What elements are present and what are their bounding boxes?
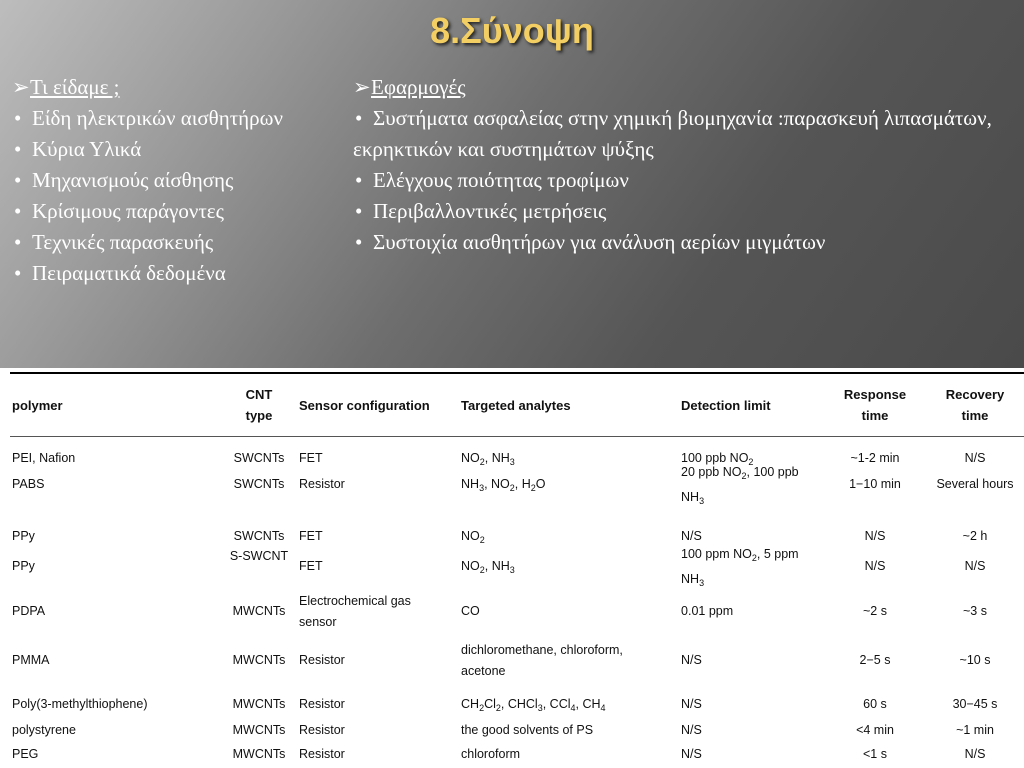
table-cell-cnt: SWCNTs — [233, 477, 285, 491]
left-list-item: • Τεχνικές παρασκευής — [12, 227, 347, 258]
table-cell-analytes: the good solvents of PS — [461, 723, 594, 737]
table-cell-recovery: ~10 s — [959, 653, 991, 667]
bullet-icon: • — [14, 230, 22, 254]
table-cell-detection: 100 ppm $NO_2$, 5 ppm $NH_3$ — [681, 547, 799, 588]
table-cell-sensor: Resistor — [299, 477, 345, 491]
table-cell-detection: 0.01 ppm — [681, 604, 734, 618]
table-cell-polymer: PABS — [12, 477, 45, 491]
table-cell-response: ~2 s — [863, 604, 887, 618]
right-list-item: • Συστήματα ασφαλείας στην χημική βιομηχανία :παρασκευή λιπασμάτων, εκρηκτικών και συστημάτων ψύξης — [353, 103, 1013, 165]
table-cell-detection: 20 ppb $NO_2$, 100 ppb $NH_3$ — [681, 465, 799, 506]
table-cell-recovery: N/S — [964, 559, 986, 573]
bullet-icon: • — [355, 106, 363, 130]
header-detection-limit: Detection limit — [681, 398, 771, 413]
table-cell-cnt: MWCNTs — [232, 747, 286, 761]
table-cell-analytes: CO — [461, 604, 480, 618]
table-cell-detection: 100 ppb $NO_2$ — [681, 451, 754, 467]
left-list-item: • Κύρια Υλικά — [12, 134, 347, 165]
left-list-item: • Κρίσιμους παράγοντες — [12, 196, 347, 227]
arrow-bullet-icon: ➢ — [12, 75, 30, 99]
header-response-time: Response time — [843, 387, 907, 423]
table-cell-recovery: N/S — [964, 747, 986, 761]
left-heading: ➢Τι είδαμε ; — [12, 72, 347, 103]
bullet-icon: • — [14, 106, 22, 130]
bullet-icon: • — [355, 199, 363, 223]
table-cell-recovery: ~2 h — [962, 529, 988, 543]
table-cell-polymer: polystyrene — [12, 723, 76, 737]
table-cell-polymer: PEI, Nafion — [12, 451, 76, 465]
table-cell-polymer: Poly(3-methylthiophene) — [12, 697, 148, 711]
arrow-bullet-icon: ➢ — [353, 75, 371, 99]
table-cell-detection: N/S — [681, 653, 702, 667]
right-list-item: • Ελέγχους ποιότητας τροφίμων — [353, 165, 1013, 196]
slide-title: 8.Σύνοψη — [430, 10, 594, 51]
bullet-icon: • — [14, 199, 22, 223]
table-cell-polymer: PDPA — [12, 604, 46, 618]
table-cell-cnt: MWCNTs — [232, 604, 286, 618]
bullet-icon: • — [14, 137, 22, 161]
table-cell-cnt: SWCNTs — [233, 529, 285, 543]
table-cell-cnt: MWCNTs — [232, 723, 286, 737]
table-cell-recovery: N/S — [964, 451, 986, 465]
sensor-table — [10, 370, 1024, 768]
table-cell-analytes: $NO_2$ — [461, 529, 485, 545]
header-polymer: polymer — [12, 398, 63, 413]
table-cell-response: 60 s — [863, 697, 887, 711]
table-header-rule — [10, 436, 1024, 437]
table-cell-detection: N/S — [681, 723, 702, 737]
left-column — [12, 72, 347, 289]
table-cell-sensor: Resistor — [299, 653, 345, 667]
bullet-icon: • — [14, 261, 22, 285]
header-sensor-configuration: Sensor configuration — [299, 398, 430, 413]
table-cell-sensor: FET — [299, 559, 323, 573]
table-cell-sensor: Electrochemical gas sensor — [299, 594, 411, 629]
right-heading: ➢Εφαρμογές — [353, 72, 1013, 103]
table-cell-cnt: MWCNTs — [232, 697, 286, 711]
table-cell-response: <4 min — [856, 723, 894, 737]
table-cell-response: 1−10 min — [849, 477, 901, 491]
table-cell-response: N/S — [864, 559, 886, 573]
table-cell-sensor: Resistor — [299, 747, 345, 761]
right-list-item: • Συστοιχία αισθητήρων για ανάλυση αερίων μιγμάτων — [353, 227, 1013, 258]
table-cell-cnt: SWCNTs — [233, 451, 285, 465]
left-list-item: • Πειραματικά δεδομένα — [12, 258, 347, 289]
table-cell-detection: N/S — [681, 697, 702, 711]
right-column — [353, 72, 1013, 258]
table-cell-recovery: ~1 min — [956, 723, 994, 737]
table-cell-response: 2−5 s — [859, 653, 891, 667]
table-cell-detection: N/S — [681, 747, 702, 761]
table-cell-analytes: $NH_3$, $NO_2$, $H_2O$ — [461, 477, 546, 493]
table-cell-recovery: Several hours — [936, 477, 1014, 491]
left-list-item: • Είδη ηλεκτρικών αισθητήρων — [12, 103, 347, 134]
table-cell-polymer: PPy — [12, 559, 35, 573]
table-cell-polymer: PPy — [12, 529, 35, 543]
bullet-icon: • — [14, 168, 22, 192]
header-targeted-analytes: Targeted analytes — [461, 398, 571, 413]
bullet-icon: • — [355, 168, 363, 192]
table-cell-analytes: $NO_2$, $NH_3$ — [461, 559, 515, 575]
table-cell-polymer: PMMA — [12, 653, 50, 667]
table-cell-sensor: FET — [299, 451, 323, 465]
table-cell-response: N/S — [864, 529, 886, 543]
table-cell-response: <1 s — [863, 747, 887, 761]
table-cell-cnt: MWCNTs — [232, 653, 286, 667]
header-recovery-time: Recovery time — [945, 387, 1005, 423]
header-cnt-type: CNT type — [245, 387, 273, 423]
table-cell-cnt: S-SWCNT — [229, 549, 289, 563]
table-cell-recovery: 30−45 s — [952, 697, 998, 711]
left-list-item: • Μηχανισμούς αίσθησης — [12, 165, 347, 196]
right-list-item: • Περιβαλλοντικές μετρήσεις — [353, 196, 1013, 227]
table-cell-polymer: PEG — [12, 747, 39, 761]
table-cell-sensor: Resistor — [299, 723, 345, 737]
table-cell-analytes: chloroform — [461, 747, 521, 761]
table-cell-analytes: $CH_2Cl_2$, CHCl$_3$, CCl$_4$, $CH_4$ — [461, 697, 606, 713]
table-cell-recovery: ~3 s — [963, 604, 987, 618]
table-cell-detection: N/S — [681, 529, 702, 543]
table-cell-sensor: Resistor — [299, 697, 345, 711]
table-top-rule — [10, 372, 1024, 374]
table-cell-analytes: $NO_2$, $NH_3$ — [461, 451, 515, 467]
table-cell-sensor: FET — [299, 529, 323, 543]
bullet-icon: • — [355, 230, 363, 254]
table-cell-analytes: dichloromethane, chloroform, acetone — [461, 643, 623, 678]
table-cell-response: ~1-2 min — [850, 451, 900, 465]
